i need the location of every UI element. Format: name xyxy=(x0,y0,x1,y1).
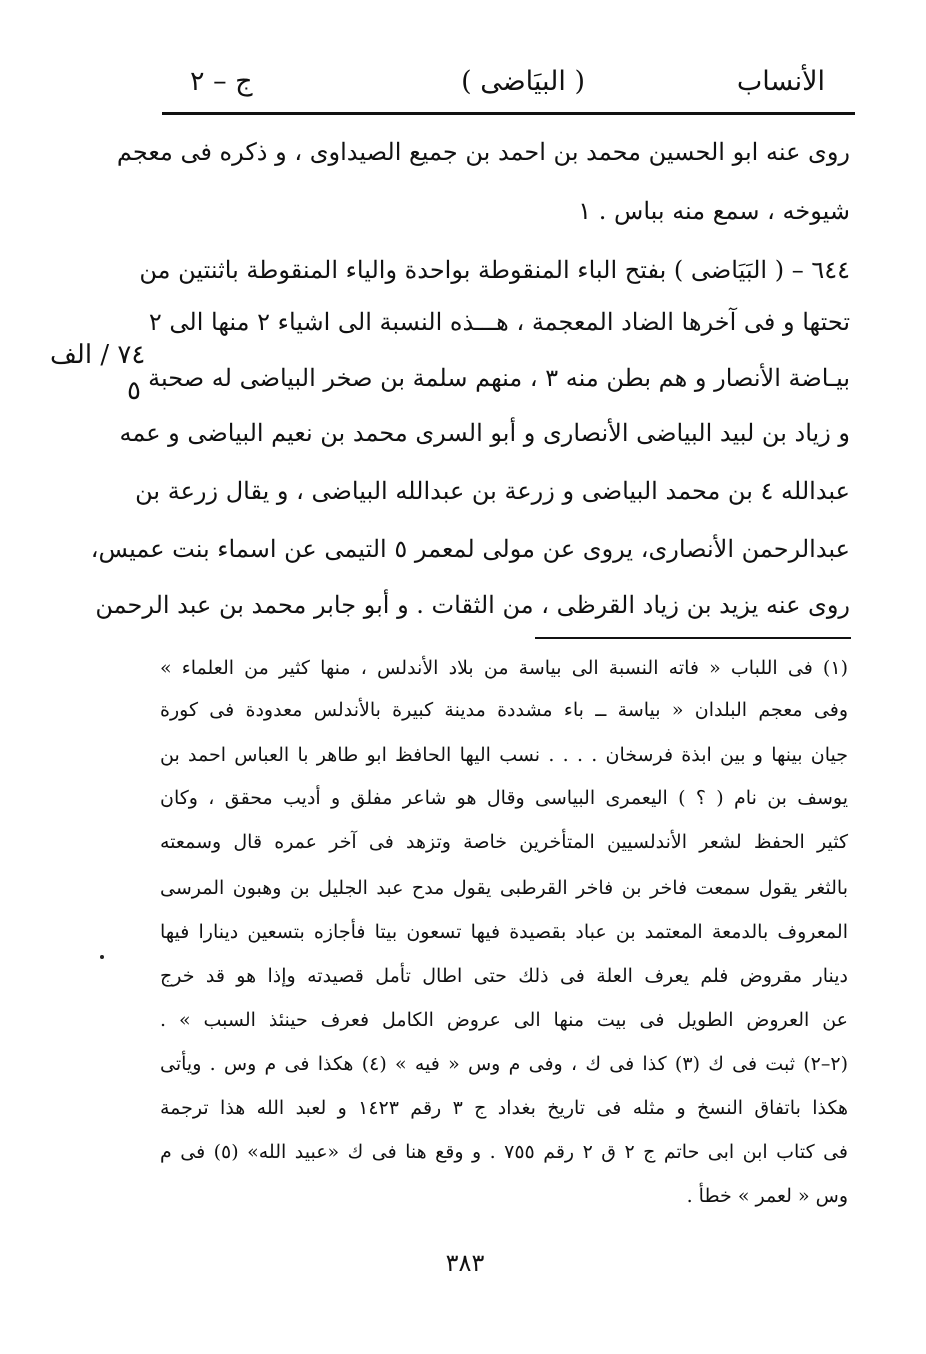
footnote-line: يوسف بن نام ( ؟ ) اليعمرى البياسى وقال هو شاعر مفلق و أديب محقق ، وكان xyxy=(160,787,848,809)
footnote-line: المعروف بالدمعة المعتمد بن عباد بقصيدة فيها تسعون بيتا فأجازه بتسعين دينارا فيها xyxy=(160,921,848,943)
body-line: روى عنه يزيد بن زياد القرظى ، من الثقات . و أبو جابر محمد بن عبد الرحمن xyxy=(95,591,850,619)
footnote-line: عن العروض الطويل فى بيت منها الى عروض الكامل فعرف حينئذ السبب » . xyxy=(160,1009,848,1031)
footnote-line: وس « لعمر » خطأ . xyxy=(686,1185,848,1207)
body-line: روى عنه ابو الحسين محمد بن احمد بن جميع الصيداوى ، و ذكره فى معجم xyxy=(116,138,850,166)
margin-line-number: ٥ xyxy=(127,376,141,406)
body-line: عبدالله ٤ بن محمد البياضى و زرعة بن عبدالله البياضى ، و يقال زرعة بن xyxy=(135,477,850,505)
footnote-line: كثير الحفظ لشعر الأندلسيين المتأخرين خاصة وتزهد فى آخر عمره قال وسمعته xyxy=(160,831,848,853)
footnote-line: (٢–٢) ثبت فى ك (٣) كذا فى ك ، وفى م وس « فيه » (٤) هكذا فى م وس . ويأتى xyxy=(160,1053,848,1075)
header-volume: ج – ٢ xyxy=(190,66,253,97)
body-line: شيوخه ، سمع منه بباس . ١ xyxy=(578,197,850,225)
footnote-line: وفى معجم البلدان « بياسة ــ باء مشددة مدينة كبيرة بالأندلس معدودة فى كورة xyxy=(160,699,848,721)
body-line: و زياد بن لبيد البياضى الأنصارى و أبو السرى محمد بن نعيم البياضى و عمه xyxy=(119,419,850,447)
footnote-line: دينار مقروض فلم يعرف العلة فى ذلك حتى اطال تأمل قصيدته وإذا هو قد خرج xyxy=(160,965,848,987)
body-line: ٦٤٤ – ( البَيَاضى ) بفتح الباء المنقوطة بواحدة والياء المنقوطة باثنتين من xyxy=(139,256,850,284)
body-line: بيـاضة الأنصار و هم بطن منه ٣ ، منهم سلمة بن صخر البياضى له صحبة xyxy=(148,364,850,392)
header-rule xyxy=(162,112,855,115)
footnote-rule xyxy=(535,637,851,639)
header-book-title: الأنساب xyxy=(736,66,825,97)
page-header xyxy=(160,62,855,102)
scan-speck xyxy=(100,955,104,959)
page-number: ٣٨٣ xyxy=(445,1249,485,1277)
header-entry-title: ( البيَاضى ) xyxy=(461,66,585,97)
footnote-line: (١) فى اللباب « فاته النسبة الى بياسة من بلاد الأندلس ، منها كثير من العلماء » xyxy=(160,657,848,679)
footnote-line: فى كتاب ابن ابى حاتم ج ٢ ق ٢ رقم ٧٥٥ . و وقع هنا فى ك «عبيد الله» (٥) فى م xyxy=(160,1141,849,1163)
margin-folio-ref: ٧٤ / الف xyxy=(50,340,146,370)
footnote-line: بالثغر يقول سمعت فاخر بن فاخر القرطبى يقول مدح عبد الجليل بن وهبون المرسى xyxy=(160,877,848,899)
body-line: عبدالرحمن الأنصارى، يروى عن مولى لمعمر ٥ التيمى عن اسماء بنت عميس، xyxy=(90,535,850,563)
footnote-line: جيان بينها و بين ابذة فرسخان . . . . نسب اليها الحافظ ابو طاهر با العباس احمد بن xyxy=(160,744,849,766)
body-line: تحتها و فى آخرها الضاد المعجمة ، هـــذه النسبة الى اشياء ٢ منها الى ٢ xyxy=(148,308,850,336)
footnote-line: هكذا باتفاق النسخ و مثله فى تاريخ بغداد ج ٣ رقم ١٤٢٣ و لعبد الله هذا ترجمة xyxy=(160,1097,848,1119)
